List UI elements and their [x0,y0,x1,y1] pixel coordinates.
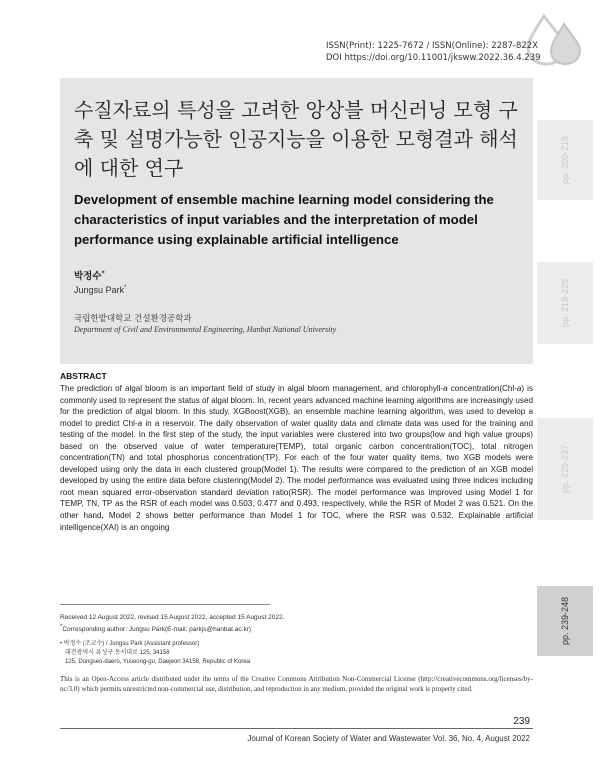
abstract-heading: ABSTRACT [60,371,107,381]
side-tab-2: pp. 219-228 [537,262,593,344]
journal-footer: Journal of Korean Society of Water and Wastewater Vol. 36, No. 4, August 2022 [247,734,530,743]
author-address [60,640,250,667]
footnote-divider [60,604,270,605]
affiliation-english: Department of Civil and Environmental Engineering, Hanbat National University [74,325,337,334]
corresponding-author: *Corresponding author: Jungsu Park(E-mail: parkjs@hanbat.ac.kr) [60,624,252,634]
page-number: 239 [513,716,530,727]
side-tab-1: pp. 209-218 [537,120,593,200]
footer-divider [60,728,533,729]
author-position: • 박정수 (조교수) / Jungsu Park (Assistant professor) [60,641,200,647]
side-tab-current: pp. 239-248 [537,586,593,656]
doi-link[interactable]: DOI https://doi.org/10.11001/jksww.2022.36.4.239 [326,53,541,63]
license-notice: This is an Open-Access article distributed under the terms of the Creative Commons Attribution Non-Commercial License (http://creativecommons.org/licenses/by-nc/3.0) which permits unrestricted non-commercial use, distribution, and reproduction in any medium, provided the original work is properly cited. [60,675,533,693]
title-korean: 수질자료의 특성을 고려한 앙상블 머신러닝 모형 구축 및 설명가능한 인공지능을 이용한 모형결과 해석에 대한 연구 [74,98,518,180]
received-dates: Received 12 August 2022, revised 15 August 2022, accepted 15 August 2022. [60,614,285,621]
author-english: Jungsu Park* [74,285,127,295]
affiliation-korean: 국립한밭대학교 건설환경공학과 [74,314,192,324]
address-english: 125, Dongseo-daero, Yuseong-gu, Daejeon 34158, Republic of Korea [65,659,251,665]
title-english: Development of ensemble machine learning model considering the characteristics of input variables and the interpretation of model performance using explainable artificial intelligence [74,192,494,247]
address-korean: 대전광역시 유성구 동서대로 125, 34158 [65,650,170,656]
author-korean: 박정수* [74,269,105,282]
side-tab-3: pp. 229-237 [537,418,593,520]
abstract-body: The prediction of algal bloom is an important field of study in algal bloom management, and chlorophyll-a concentration(Chl-a) is commonly used to represent the status of algal bloom. In, recent years advanced machine learning algorithms are increasingly used for the prediction of algal bloom. In this study, XGBoost(XGB), an ensemble machine learning algorithm, was used to develop a model to predict Chl-a in a reservoir. The daily observation of water quality data and climate data was used for the training and testing of the model. In the first step of the study, the input variables were clustered into two groups(low and high value groups) based on the observed value of water temperature(TEMP), total organic carbon concentration(TOC), total nitrogen concentration(TN) and total phosphorus concentration(TP). For each of the four water quality items, two XGB models were developed using only the data in each clustered group(Model 1). The results were compared to the prediction of an XGB model developed by using the entire data before clustering(Model 2). The model performance was evaluated using three indices including root mean squared error-observation standard deviation ratio(RSR). The model performance was improved using Model 1 for TEMP, TN, TP as the RSR of each model was 0.503, 0.477 and 0.493, respectively, while the RSR of Model 2 was 0.521. On the other hand, Model 2 shows better performance than Model 1 for TOC, where the RSR was 0.532. Explainable artificial intelligence(XAI) is an ongoing [60,384,533,532]
issn-line: ISSN(Print): 1225-7672 / ISSN(Online): 2287-822X [326,41,539,51]
article-meta [326,40,541,64]
author-mark: * [101,269,105,277]
